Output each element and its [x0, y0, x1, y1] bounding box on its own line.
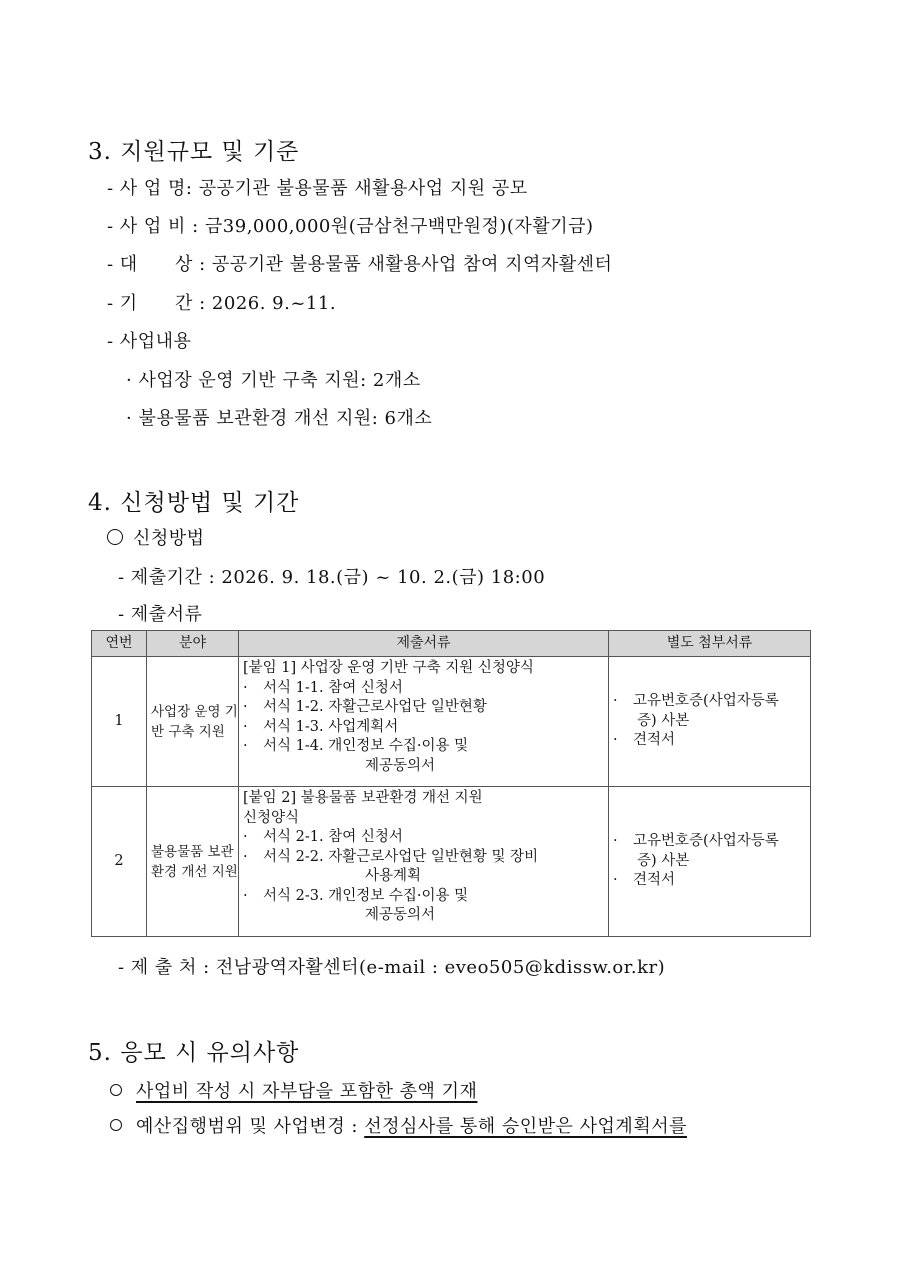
header-attachments: 별도 첨부서류: [609, 631, 811, 657]
row-no: 2: [92, 787, 147, 937]
form-item: · 서식 1-3. 사업계획서: [243, 718, 399, 735]
form-text: 서식 1-2. 자활근로사업단 일반현황: [263, 699, 487, 715]
section-5-note-2: [110, 1112, 687, 1138]
header-documents: 제출서류: [239, 631, 609, 657]
circle-bullet-icon: [107, 529, 123, 545]
section-5-note-2-prefix: 예산집행범위 및 사업변경 :: [136, 1116, 365, 1137]
form-item: · 서식 2-2. 자활근로사업단 일반현황 및 장비: [243, 848, 539, 865]
section-4-title: 4. 신청방법 및 기간: [88, 490, 300, 516]
section-3-item-target: - 대 상 : 공공기관 불용물품 새활용사업 참여 지역자활센터: [107, 254, 613, 275]
doc-title-continued: 신청양식: [243, 809, 300, 826]
section-3-sub-item-1: · 사업장 운영 기반 구축 지원: 2개소: [126, 370, 421, 391]
form-item: · 서식 1-1. 참여 신청서: [243, 679, 403, 696]
form-item: · 서식 2-1. 참여 신청서: [243, 829, 403, 845]
section-3-item-content: - 사업내용: [107, 331, 192, 352]
attachment-text: 고유번호증(사업자등록: [633, 833, 779, 850]
circle-bullet-icon: [110, 1084, 122, 1096]
row-field-line: 사업장 운영 기: [151, 703, 238, 720]
attachment-item: · 고유번호증(사업자등록: [613, 693, 779, 710]
attachment-item: · 고유번호증(사업자등록: [613, 833, 779, 850]
attachment-item: · 견적서: [613, 732, 676, 749]
section-5-note-2-underlined: 선정심사를 통해 승인받은 사업계획서를: [364, 1116, 687, 1137]
row-field: [147, 787, 239, 937]
row-documents: [239, 657, 609, 787]
row-field-line: 반 구축 지원: [151, 723, 225, 740]
attachment-text-continued: 증) 사본: [637, 852, 690, 869]
row-no: 1: [92, 657, 147, 787]
section-3-title: 3. 지원규모 및 기준: [88, 139, 300, 165]
row-attachments: [609, 657, 811, 787]
row-field-line: 환경 개선 지원: [151, 863, 238, 880]
section-5-note-1-text: 사업비 작성 시 자부담을 포함한 총액 기재: [136, 1081, 478, 1102]
doc-title: [붙임 1] 사업장 운영 기반 구축 지원 신청양식: [243, 660, 534, 676]
section-3-sub-item-2: · 불용물품 보관환경 개선 지원: 6개소: [126, 408, 433, 429]
row-field-line: 불용물품 보관: [151, 843, 234, 860]
form-text: 서식 1-4. 개인정보 수집·이용 및: [263, 738, 469, 754]
row-attachments: [609, 787, 811, 937]
attachment-text: 견적서: [633, 872, 676, 889]
form-text: 서식 2-2. 자활근로사업단 일반현황 및 장비: [263, 848, 539, 865]
section-4-period: - 제출기간 : 2026. 9. 18.(금) ~ 10. 2.(금) 18:00: [118, 567, 546, 588]
attachment-item: · 견적서: [613, 872, 676, 889]
row-documents: [239, 787, 609, 937]
form-text-continued: 사용계획: [365, 868, 422, 884]
form-text: 서식 2-1. 참여 신청서: [263, 829, 403, 845]
section-3-item-name: - 사 업 명: 공공기관 불용물품 새활용사업 지원 공모: [107, 178, 528, 199]
doc-title: [붙임 2] 불용물품 보관환경 개선 지원: [243, 790, 483, 806]
form-item: · 서식 2-3. 개인정보 수집·이용 및: [243, 887, 469, 904]
circle-bullet-icon: [110, 1119, 122, 1131]
form-text: 서식 1-1. 참여 신청서: [263, 679, 403, 696]
section-4-submit-to: - 제 출 처 : 전남광역자활센터(e-mail : eveo505@kdissw.or.kr): [118, 957, 666, 978]
form-item: · 서식 1-4. 개인정보 수집·이용 및: [243, 738, 469, 754]
form-item: · 서식 1-2. 자활근로사업단 일반현황: [243, 699, 487, 715]
form-text-continued: 제공동의서: [365, 907, 436, 923]
attachment-text: 고유번호증(사업자등록: [633, 693, 779, 710]
attachment-text-continued: 증) 사본: [637, 712, 690, 729]
table-row: [92, 657, 811, 787]
section-3-item-budget: - 사 업 비 : 금39,000,000원(금삼천구백만원정)(자활기금): [107, 216, 594, 237]
header-field: 분야: [147, 631, 239, 657]
section-5-title: 5. 응모 시 유의사항: [88, 1040, 300, 1066]
section-3-item-period: - 기 간 : 2026. 9.~11.: [107, 293, 337, 314]
section-4-method-label: 신청방법: [133, 528, 205, 549]
section-4-docs-label: - 제출서류: [118, 604, 203, 625]
form-text-continued: 제공동의서: [365, 757, 436, 774]
table-header-row: [92, 631, 811, 657]
table-row: [92, 787, 811, 937]
attachment-text: 견적서: [633, 732, 676, 749]
form-text: 서식 1-3. 사업계획서: [263, 718, 399, 735]
section-5-note-1: [110, 1077, 477, 1103]
section-4-method: [107, 524, 205, 550]
header-no: 연번: [92, 631, 147, 657]
row-field: [147, 657, 239, 787]
submission-documents-table: [91, 630, 811, 937]
form-text: 서식 2-3. 개인정보 수집·이용 및: [263, 887, 469, 904]
